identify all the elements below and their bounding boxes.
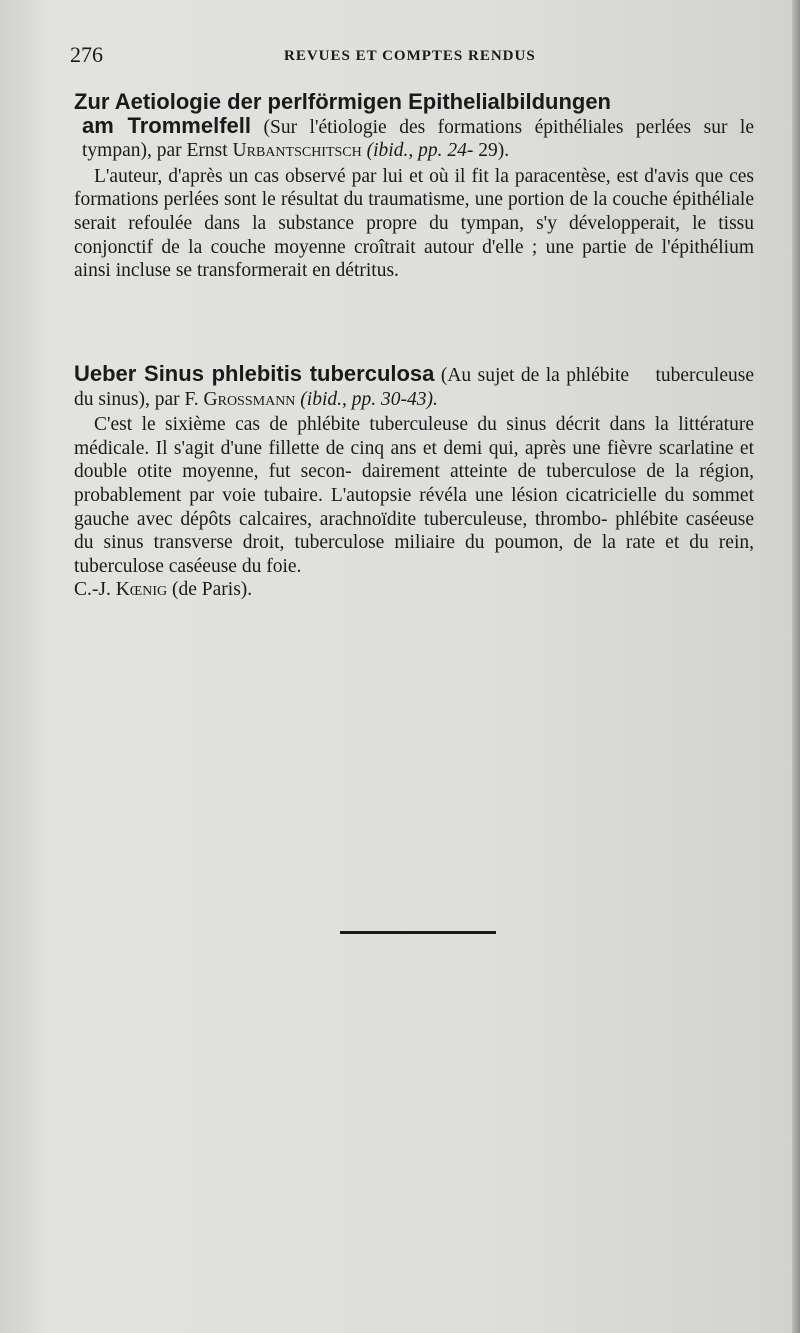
review-article-1 [74,90,754,283]
review-article-2 [74,362,754,602]
body-line: une portion de la couche épithéliale serait refoulée dans la substance [74,189,755,234]
body-line: gauche avec dépôts calcaires, arachnoïdite tuberculeuse, thrombo- [74,508,608,530]
article-2-signature [74,578,754,602]
article-2-ibid: (ibid., pp. 30-43). [300,388,438,410]
body-line: qui, après une fièvre scarlatine et double otite moyenne, fut secon- [74,437,754,483]
body-line: C'est le sixième cas de phlébite tuberculeuse du sinus décrit dans [94,414,646,436]
page-edge-shadow [792,0,800,1333]
article-1-author: Urbantschitsch [232,140,362,162]
article-2-title: Ueber Sinus phlebitis tuberculosa [74,361,435,386]
body-line: propre du tympan, s'y développerait, le tissu conjonctif de la couche [74,212,754,258]
article-1-subtitle: (Sur l'étiologie des formations épithéliales [263,116,624,138]
body-line: phlébite caséeuse du sinus transverse droit, tuberculose miliaire du [74,508,755,554]
article-1-ref-line: perlées sur le tympan), par Ernst [82,116,755,162]
body-line: est d'avis que ces formations perlées sont le résultat du traumatisme, [74,165,755,211]
article-1-title-line1: Zur Aetiologie der perlförmigen Epithelialbildungen [74,89,611,114]
article-1-heading [74,90,754,114]
signature-place: (de Paris). [172,579,253,601]
section-divider-rule [340,931,496,934]
article-2-author: Grossmann [203,388,296,410]
article-2-body [74,413,754,578]
article-1-body [74,165,754,283]
article-2-subtitle-b: tuberculeuse du sinus), par F. [74,365,754,410]
signature-initials: C.-J. [74,579,111,601]
article-1-heading-cont [74,114,754,163]
article-1-pages-end: 29). [478,140,510,162]
article-2-heading [74,362,754,411]
body-line: incluse se transformerait en détritus. [115,260,399,282]
body-line: L'auteur, d'après un cas observé par lui et où il fit la paracentèse, [94,165,611,187]
running-head: REVUES ET COMPTES RENDUS [284,48,536,64]
body-line: moyenne croîtrait autour d'elle ; une partie de l'épithélium ainsi [74,236,754,282]
page-header [70,42,750,72]
body-line: voie tubaire. L'autopsie révéla une lésion cicatricielle du sommet [222,484,754,506]
signature-name: Kœnig [115,579,168,601]
body-line: poumon, de la rate et du rein, tuberculose caséeuse du foie. [74,532,755,577]
article-1-ibid: (ibid., pp. 24- [366,140,474,162]
page-number: 276 [70,42,103,67]
body-line: la littérature médicale. Il s'agit d'une fillette de cinq ans et demi [74,414,754,459]
body-line: dairement atteinte de tuberculose de la région, probablement par [74,461,755,506]
article-1-title-line2: am Trommelfell [82,112,251,138]
article-2-subtitle-a: (Au sujet de la phlébite [440,365,630,386]
